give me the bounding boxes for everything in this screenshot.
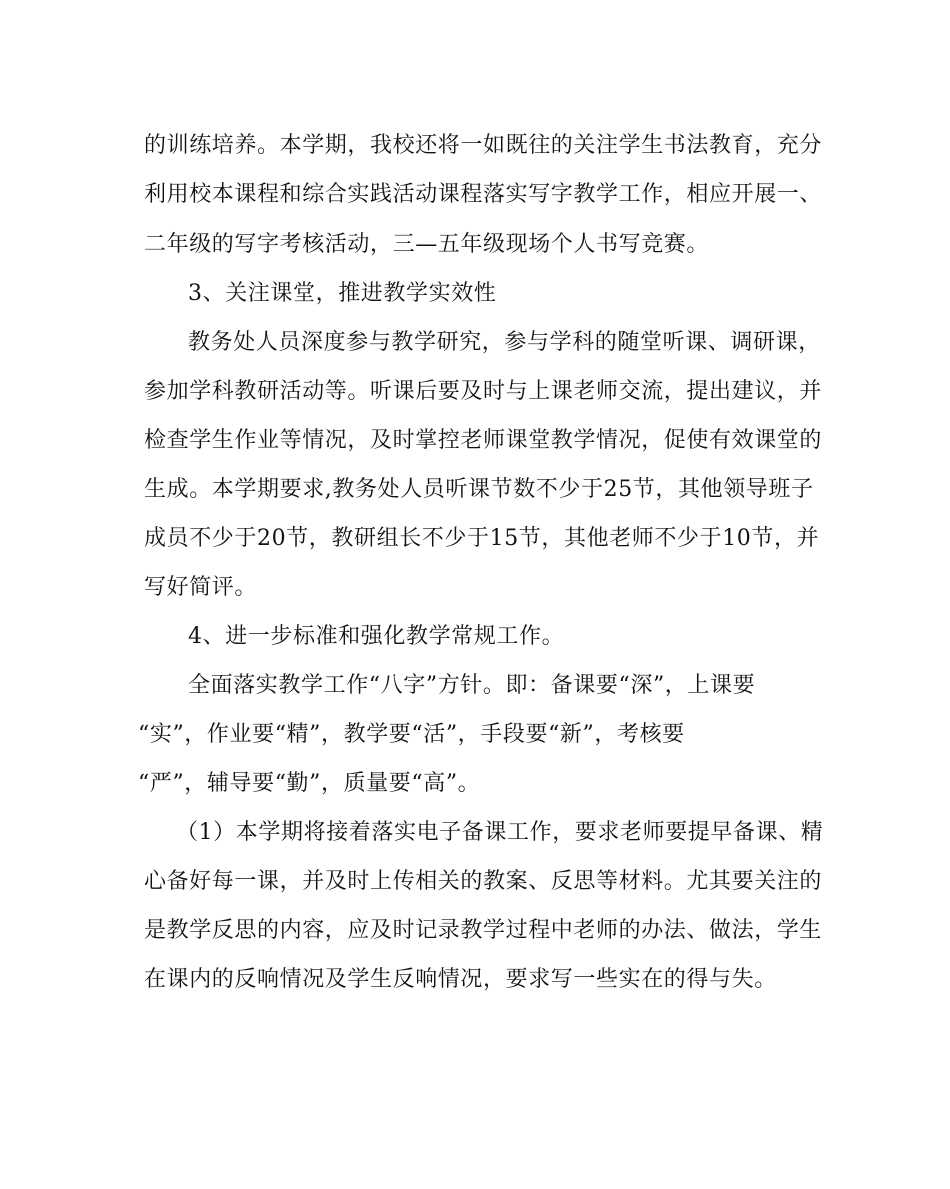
text-line: 全面落实教学工作“八字”方针。即：备课要“深”，上课要 [188,673,756,698]
section-heading: 3、关注课堂，推进教学实效性 [188,281,497,306]
text-line: “实”，作业要“精”，教学要“活”，手段要“新”，考核要 [138,722,685,747]
text-line: 心备好每一课，并及时上传相关的教案、反思等材料。尤其要关注的 [144,869,823,894]
text-line: 在课内的反响情况及学生反响情况，要求写一些实在的得与失。 [144,967,777,992]
text-line: 检查学生作业等情况，及时掌控老师课堂教学情况，促使有效课堂的 [144,428,823,453]
list-item-line: （1）本学期将接着落实电子备课工作，要求老师要提早备课、精 [176,820,824,845]
text-line: 是教学反思的内容，应及时记录教学过程中老师的办法、做法，学生 [144,918,823,943]
text-line: 生成。本学期要求,教务处人员听课节数不少于25节，其他领导班子 [144,477,814,502]
text-line: 利用校本课程和综合实践活动课程落实写字教学工作，相应开展一、 [144,182,823,207]
text-line: 教务处人员深度参与教学研究，参与学科的随堂听课、调研课， [188,330,821,355]
text-line: 的训练培养。本学期，我校还将一如既往的关注学生书法教育，充分 [144,133,823,158]
text-line: 成员不少于20节，教研组长不少于15节，其他老师不少于10节，并 [144,526,820,551]
text-line: 二年级的写字考核活动，三—五年级现场个人书写竞赛。 [144,232,710,257]
text-line: 参加学科教研活动等。听课后要及时与上课老师交流，提出建议，并 [144,379,823,404]
text-line: 写好简评。 [144,575,258,600]
text-line: “严”，辅导要“勤”，质量要“高”。 [138,771,481,796]
section-heading: 4、进一步标准和强化教学常规工作。 [188,624,565,649]
